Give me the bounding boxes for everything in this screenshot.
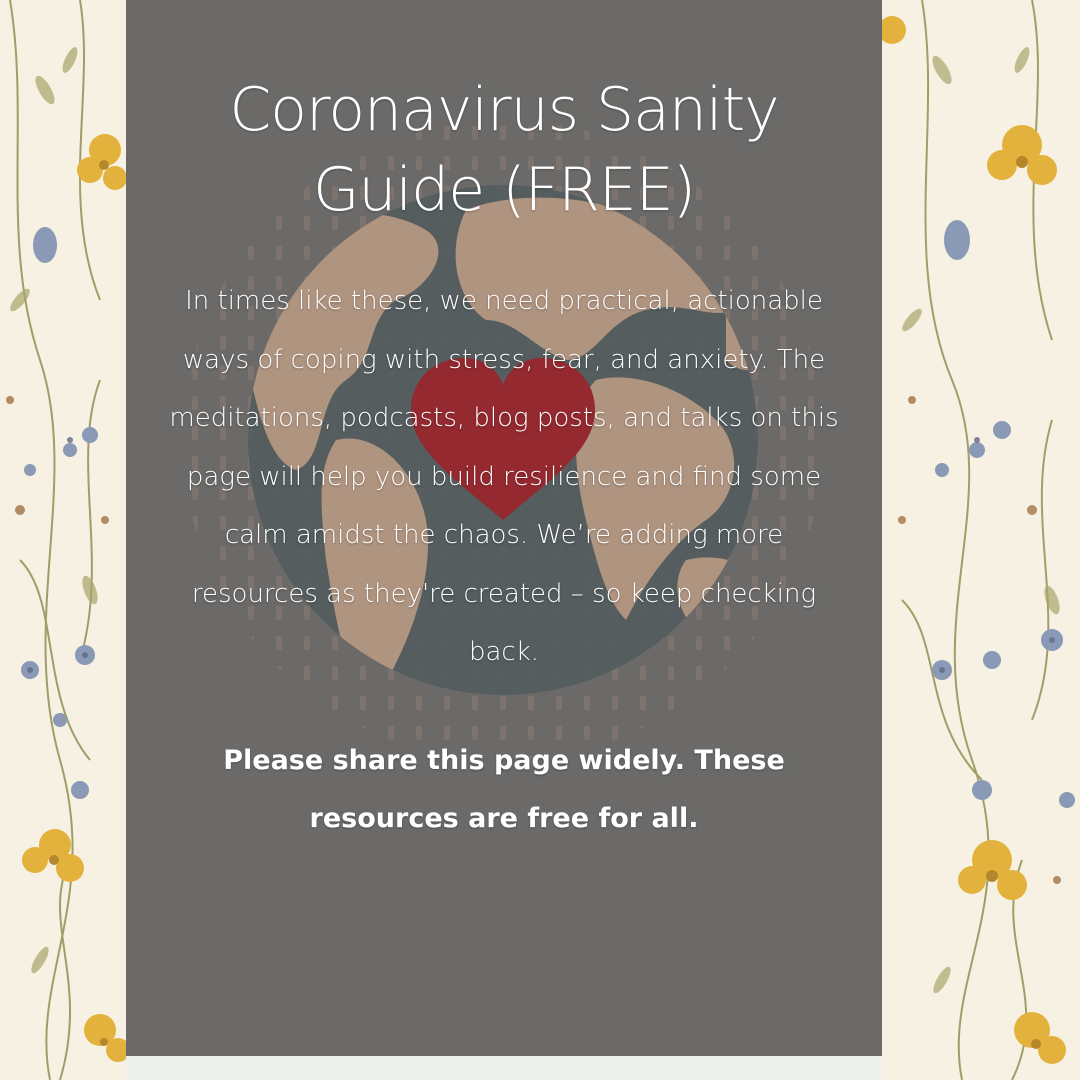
card-content xyxy=(166,70,842,848)
floral-border-left xyxy=(0,0,126,1080)
page-title: Coronavirus Sanity Guide (FREE) xyxy=(229,75,779,225)
next-section-edge xyxy=(126,1056,882,1080)
intro-paragraph: In times like these, we need practical, actionable ways of coping with stress, fear, and anxiety. The meditations, podcasts, blog posts, and talks on this page will help you build resilience and find some calm amidst the chaos. We’re adding more resources as they're created – so keep checking back. xyxy=(169,286,839,667)
guide-card xyxy=(126,0,882,1056)
floral-border-right xyxy=(882,0,1080,1080)
wildflower-pattern-right xyxy=(882,0,1080,1080)
wildflower-pattern-left xyxy=(0,0,126,1080)
share-note: Please share this page widely. These resources are free for all. xyxy=(223,744,785,834)
